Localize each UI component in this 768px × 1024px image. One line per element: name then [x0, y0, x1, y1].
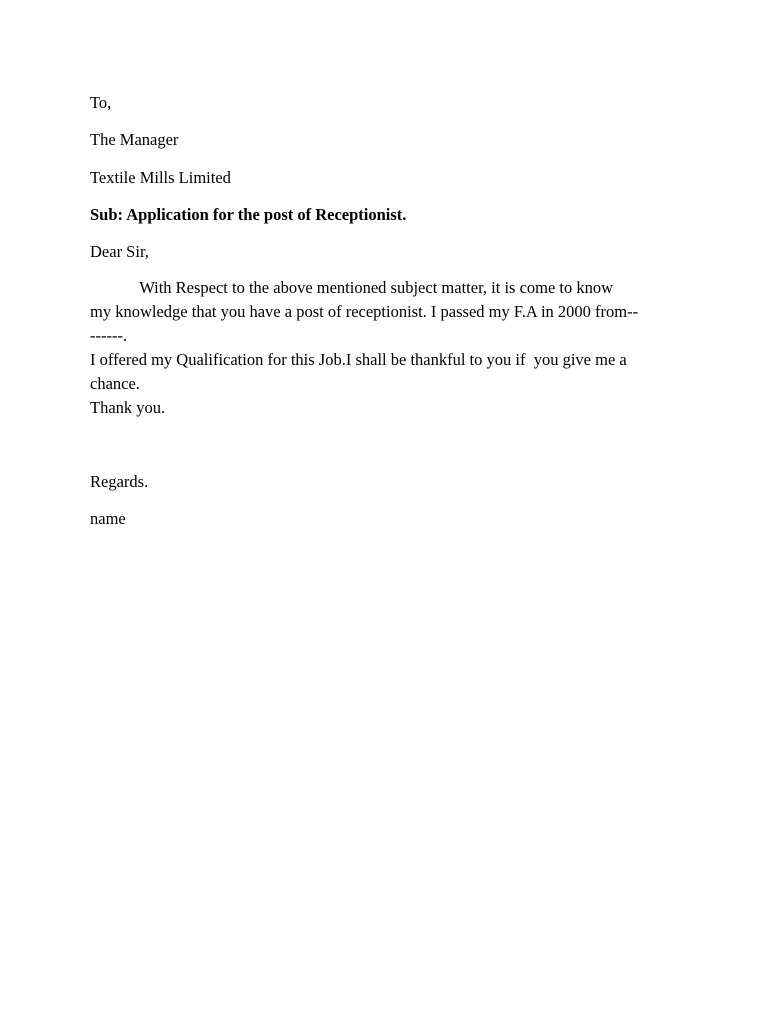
body-line: With Respect to the above mentioned subject matter, it is come to know — [90, 278, 614, 297]
subject-line: Sub: Application for the post of Receptionist. — [90, 205, 407, 224]
body-line: my knowledge that you have a post of receptionist. I passed my F.A in 2000 from-- — [90, 302, 639, 321]
salutation-line: Dear Sir, — [90, 242, 149, 261]
recipient-line: The Manager — [90, 130, 179, 149]
closing-line: Regards. — [90, 472, 149, 491]
body-line: chance. — [90, 374, 140, 393]
signature-line: name — [90, 509, 126, 528]
body-line: ------. — [90, 326, 128, 345]
body-line: I offered my Qualification for this Job.I shall be thankful to you if you give me a — [90, 350, 627, 369]
company-line: Textile Mills Limited — [90, 168, 231, 187]
to-line: To, — [90, 93, 112, 112]
body-line: Thank you. — [90, 398, 166, 417]
